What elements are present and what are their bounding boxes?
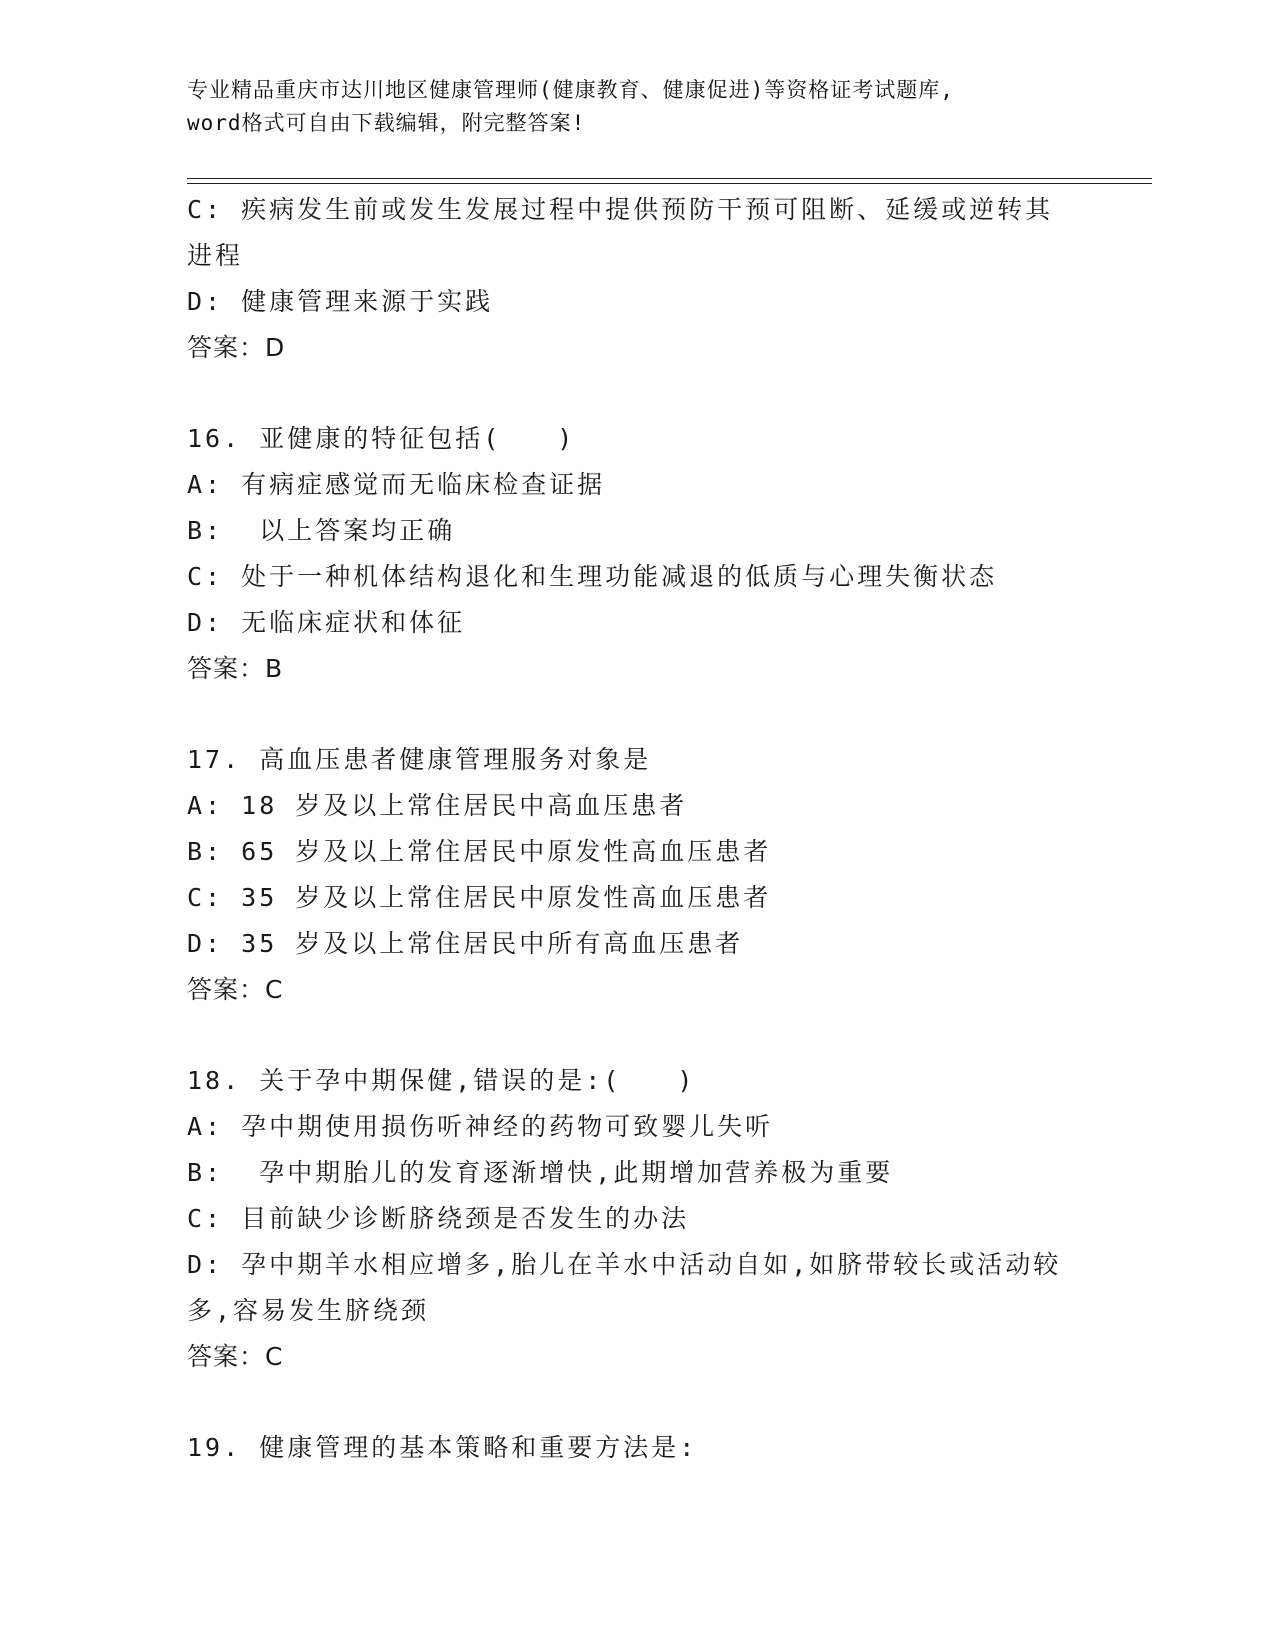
question-stem: 18. 关于孕中期保健,错误的是:( ) <box>187 1066 696 1095</box>
option-d: D: 无临床症状和体征 <box>187 608 466 637</box>
option-a: A: 孕中期使用损伤听神经的药物可致婴儿失听 <box>187 1112 774 1141</box>
option-a: A: 有病症感觉而无临床检查证据 <box>187 470 606 499</box>
spacer <box>187 1380 1087 1425</box>
header-title-line-1: 专业精品重庆市达川地区健康管理师(健康教育、健康促进)等资格证考试题库, <box>187 78 954 102</box>
option-b: B: 65 岁及以上常住居民中原发性高血压患者 <box>187 837 772 866</box>
header-rule-top <box>187 178 1152 179</box>
question-list <box>187 187 1087 1471</box>
header-rule-bottom <box>187 183 1152 184</box>
document-header <box>187 74 1067 140</box>
question-18 <box>187 1058 1087 1380</box>
option-b: B: 孕中期胎儿的发育逐渐增快,此期增加营养极为重要 <box>187 1158 894 1187</box>
option-c-continued: 进程 <box>187 241 244 270</box>
question-17 <box>187 737 1087 1013</box>
question-15-continuation <box>187 187 1087 371</box>
option-a: A: 18 岁及以上常住居民中高血压患者 <box>187 791 688 820</box>
answer-label: 答案：D <box>187 333 286 362</box>
option-d: D: 35 岁及以上常住居民中所有高血压患者 <box>187 929 744 958</box>
answer-label: 答案：B <box>187 654 284 683</box>
answer-label: 答案：C <box>187 1342 284 1371</box>
option-c: C: 处于一种机体结构退化和生理功能减退的低质与心理失衡状态 <box>187 562 998 591</box>
option-b: B: 以上答案均正确 <box>187 516 456 545</box>
header-title-line-2: word格式可自由下载编辑，附完整答案! <box>187 111 586 135</box>
option-d: D: 孕中期羊水相应增多,胎儿在羊水中活动自如,如脐带较长或活动较 <box>187 1250 1062 1279</box>
question-stem: 16. 亚健康的特征包括( ) <box>187 424 576 453</box>
option-c: C: 目前缺少诊断脐绕颈是否发生的办法 <box>187 1204 690 1233</box>
question-stem: 17. 高血压患者健康管理服务对象是 <box>187 745 652 774</box>
spacer <box>187 692 1087 737</box>
spacer <box>187 371 1087 416</box>
answer-label: 答案：C <box>187 975 284 1004</box>
question-19 <box>187 1425 1087 1471</box>
spacer <box>187 1013 1087 1058</box>
question-16 <box>187 416 1087 692</box>
option-c: C: 疾病发生前或发生发展过程中提供预防干预可阻断、延缓或逆转其 <box>187 195 1054 224</box>
option-d-continued: 多,容易发生脐绕颈 <box>187 1296 430 1325</box>
option-d: D: 健康管理来源于实践 <box>187 287 494 316</box>
option-c: C: 35 岁及以上常住居民中原发性高血压患者 <box>187 883 772 912</box>
question-stem: 19. 健康管理的基本策略和重要方法是: <box>187 1433 698 1462</box>
